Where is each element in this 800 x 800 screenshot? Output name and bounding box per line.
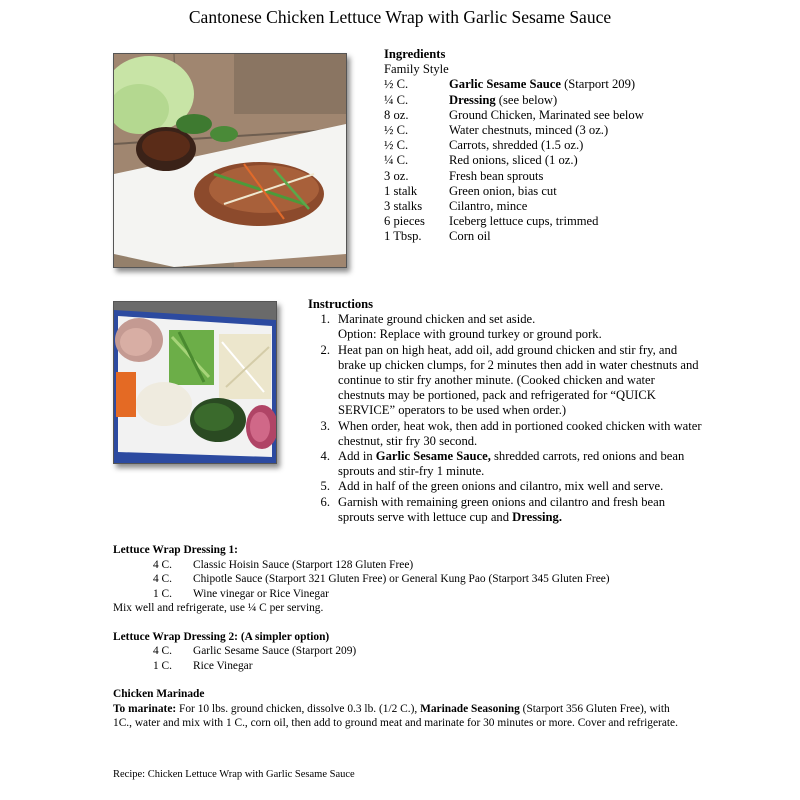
ingredient-row: 6 pieces Iceberg lettuce cups, trimmed bbox=[384, 214, 599, 229]
dressings-and-marinade bbox=[113, 543, 683, 731]
footer-caption: Recipe: Chicken Lettuce Wrap with Garlic Sesame Sauce bbox=[113, 769, 355, 780]
ingredient-row: ½ C. Water chestnuts, minced (3 oz.) bbox=[384, 123, 609, 138]
marinade-text: To marinate: For 10 lbs. ground chicken, dissolve 0.3 lb. (1/2 C.), Marinade Seasoning (Starport 356 Gluten Free), with 1C., water and mix with 1 C., corn oil, then add to ground meat and marinate for 30 minutes or more. Cover and refrigerate. bbox=[113, 702, 678, 729]
ingredient-row: 8 oz. Ground Chicken, Marinated see below bbox=[384, 107, 644, 122]
instructions-heading: Instructions bbox=[308, 297, 374, 311]
ingredients-subheading: Family Style bbox=[384, 62, 449, 77]
ingredient-row: 1 Tbsp. Corn oil bbox=[384, 229, 491, 244]
dressing1-row: 4 C. Chipotle Sauce (Starport 321 Gluten Free) or General Kung Pao (Starport 345 Gluten Free) bbox=[153, 573, 610, 585]
ingredient-row: 3 oz. Fresh bean sprouts bbox=[384, 168, 544, 183]
ingredient-row: ½ C. Garlic Sesame Sauce (Starport 209) bbox=[384, 77, 636, 92]
dressing2-row: 4 C. Garlic Sesame Sauce (Starport 209) bbox=[153, 645, 357, 657]
dressing1-heading: Lettuce Wrap Dressing 1: bbox=[113, 544, 238, 556]
instruction-step: 4. Add in Garlic Sesame Sauce, shredded carrots, red onions and bean sprouts and stir-fry 1 minute. bbox=[320, 449, 685, 479]
instruction-step: 5. Add in half of the green onions and cilantro, mix well and serve. bbox=[320, 479, 664, 494]
dressing1-row: 1 C. Wine vinegar or Rice Vinegar bbox=[153, 587, 329, 600]
ingredients-tray-photo bbox=[113, 301, 277, 464]
dressing2-row: 1 C. Rice Vinegar bbox=[153, 659, 253, 672]
lettuce-wrap-photo bbox=[113, 53, 347, 268]
marinade-heading: Chicken Marinade bbox=[113, 688, 205, 700]
instruction-step: 1. Marinate ground chicken and set aside. Option: Replace with ground turkey or ground pork. bbox=[320, 312, 602, 342]
ingredient-row: ¼ C. Red onions, sliced (1 oz.) bbox=[384, 153, 578, 168]
instruction-step: 6. Garnish with remaining green onions and cilantro and fresh bean sprouts serve with lettuce cup and Dressing. bbox=[320, 494, 665, 524]
ingredient-row: ¼ C. Dressing (see below) bbox=[384, 92, 558, 107]
ingredients-heading: Ingredients bbox=[384, 47, 446, 61]
dressing1-row: 4 C. Classic Hoisin Sauce (Starport 128 Gluten Free) bbox=[153, 558, 414, 571]
ingredient-row: ½ C. Carrots, shredded (1.5 oz.) bbox=[384, 138, 584, 153]
page-title: Cantonese Chicken Lettuce Wrap with Garlic Sesame Sauce bbox=[188, 7, 612, 27]
ingredient-row: 3 stalks Cilantro, mince bbox=[384, 199, 528, 214]
instruction-step: 3. When order, heat wok, then add in portioned cooked chicken with water chestnut, stir fry 30 second. bbox=[320, 418, 702, 448]
dressing2-heading: Lettuce Wrap Dressing 2: (A simpler option) bbox=[113, 630, 330, 643]
ingredients-section bbox=[384, 47, 644, 245]
instruction-step: 2. Heat pan on high heat, add oil, add ground chicken and stir fry, and brake up chicken clumps, for 2 minutes then add in water chestnuts and continue to stir fry another minute. (Cooked chicken and water chestnuts may be portioned, pack and refrigerated for “QUICK SERVICE” operators to be used when order.) bbox=[320, 342, 699, 418]
dressing1-note: Mix well and refrigerate, use ¼ C per serving. bbox=[113, 602, 324, 614]
ingredient-row: 1 stalk Green onion, bias cut bbox=[384, 183, 557, 198]
instructions-section bbox=[308, 297, 703, 525]
